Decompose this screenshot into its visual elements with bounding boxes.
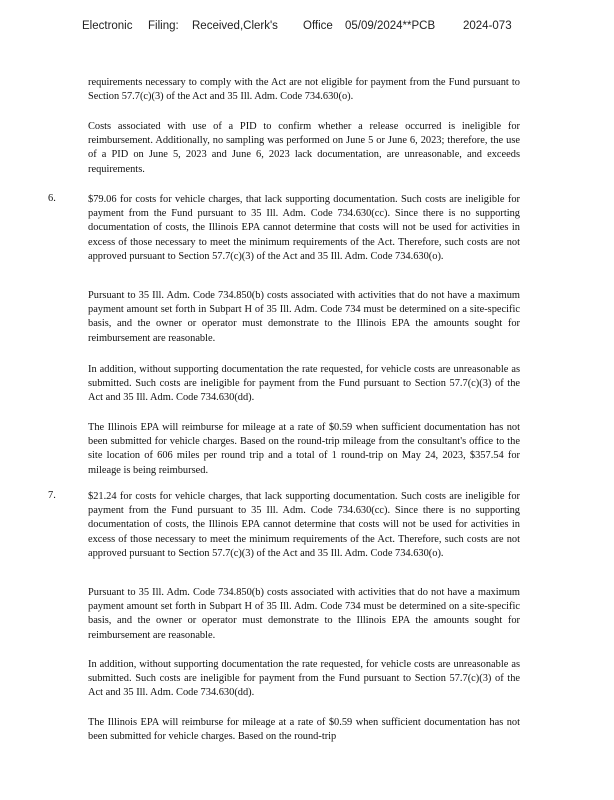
header-received: Received,Clerk's bbox=[192, 20, 278, 32]
header-electronic: Electronic bbox=[82, 20, 133, 32]
item-6-paragraph-2: Pursuant to 35 Ill. Adm. Code 734.850(b) costs associated with activities that do not have a maximum payment amount set forth in Subpart H of 35 Ill. Adm. Code 734 must be determined on a site-specific basis, and the owner or operator must demonstrate to the Illinois EPA the amounts sought for reimbursement are reasonable. bbox=[88, 290, 520, 344]
item-6-paragraph-3: In addition, without supporting documentation the rate requested, for vehicle costs are unreasonable as submitted. Such costs are ineligible for payment from the Fund pursuant to Section 57.7(c)(3) of the Act and 35 Ill. Adm. Code 734.630(dd). bbox=[88, 364, 520, 404]
header-date: 05/09/2024**PCB bbox=[345, 20, 436, 32]
header-office: Office bbox=[303, 20, 333, 32]
item-7-number: 7. bbox=[48, 490, 56, 501]
item-6-number: 6. bbox=[48, 193, 56, 204]
header-filing: Filing: bbox=[148, 20, 179, 32]
item-7-paragraph-1: $21.24 for costs for vehicle charges, that lack supporting documentation. Such costs are ineligible for payment from the Fund pursuant to 35 Ill. Adm. Code 734.630(cc). Since there is no supporting documentation of costs, the Illinois EPA cannot determine that costs will not be used for activities in excess of those necessary to meet the minimum requirements of the Act. Therefore, such costs are not approved pursuant to Section 57.7(c)(3) of the Act and 35 Ill. Adm. Code 734.630(o). bbox=[88, 491, 520, 559]
item-6-paragraph-1: $79.06 for costs for vehicle charges, that lack supporting documentation. Such costs are ineligible for payment from the Fund pursuant to 35 Ill. Adm. Code 734.630(cc). Since there is no supporting documentation of costs, the Illinois EPA cannot determine that costs will not be used for activities in excess of those necessary to meet the minimum requirements of the Act. Therefore, such costs are not approved pursuant to Section 57.7(c)(3) of the Act and 35 Ill. Adm. Code 734.630(o). bbox=[88, 194, 520, 262]
item-7-paragraph-3: In addition, without supporting documentation the rate requested, for vehicle costs are unreasonable as submitted. Such costs are ineligible for payment from the Fund pursuant to Section 57.7(c)(3) of the Act and 35 Ill. Adm. Code 734.630(dd). bbox=[88, 659, 520, 699]
item-6-paragraph-4: The Illinois EPA will reimburse for mileage at a rate of $0.59 when sufficient documentation has not been submitted for vehicle charges. Based on the round-trip mileage from the consultant's office to the site location of 606 miles per round trip and a total of 1 round-trip on May 24, 2023, $357.54 for mileage is being reimbursed. bbox=[88, 422, 520, 476]
item-7-paragraph-2: Pursuant to 35 Ill. Adm. Code 734.850(b) costs associated with activities that do not have a maximum payment amount set forth in Subpart H of 35 Ill. Adm. Code 734 must be determined on a site-specific basis, and the owner or operator must demonstrate to the Illinois EPA the amounts sought for reimbursement are reasonable. bbox=[88, 587, 520, 641]
pid-paragraph: Costs associated with use of a PID to confirm whether a release occurred is ineligible for reimbursement. Additionally, no sampling was performed on June 5 or June 6, 2023; therefore, the use of a PID on June 5, 2023 and June 6, 2023 lack documentation, are unreasonable, and exceeds requirements. bbox=[88, 121, 520, 175]
intro-paragraph: requirements necessary to comply with the Act are not eligible for payment from the Fund pursuant to Section 57.7(c)(3) of the Act and 35 Ill. Adm. Code 734.630(o). bbox=[88, 77, 520, 103]
item-7-paragraph-4: The Illinois EPA will reimburse for mileage at a rate of $0.59 when sufficient documentation has not been submitted for vehicle charges. Based on the round-trip bbox=[88, 717, 520, 743]
header-docket: 2024-073 bbox=[463, 20, 512, 32]
